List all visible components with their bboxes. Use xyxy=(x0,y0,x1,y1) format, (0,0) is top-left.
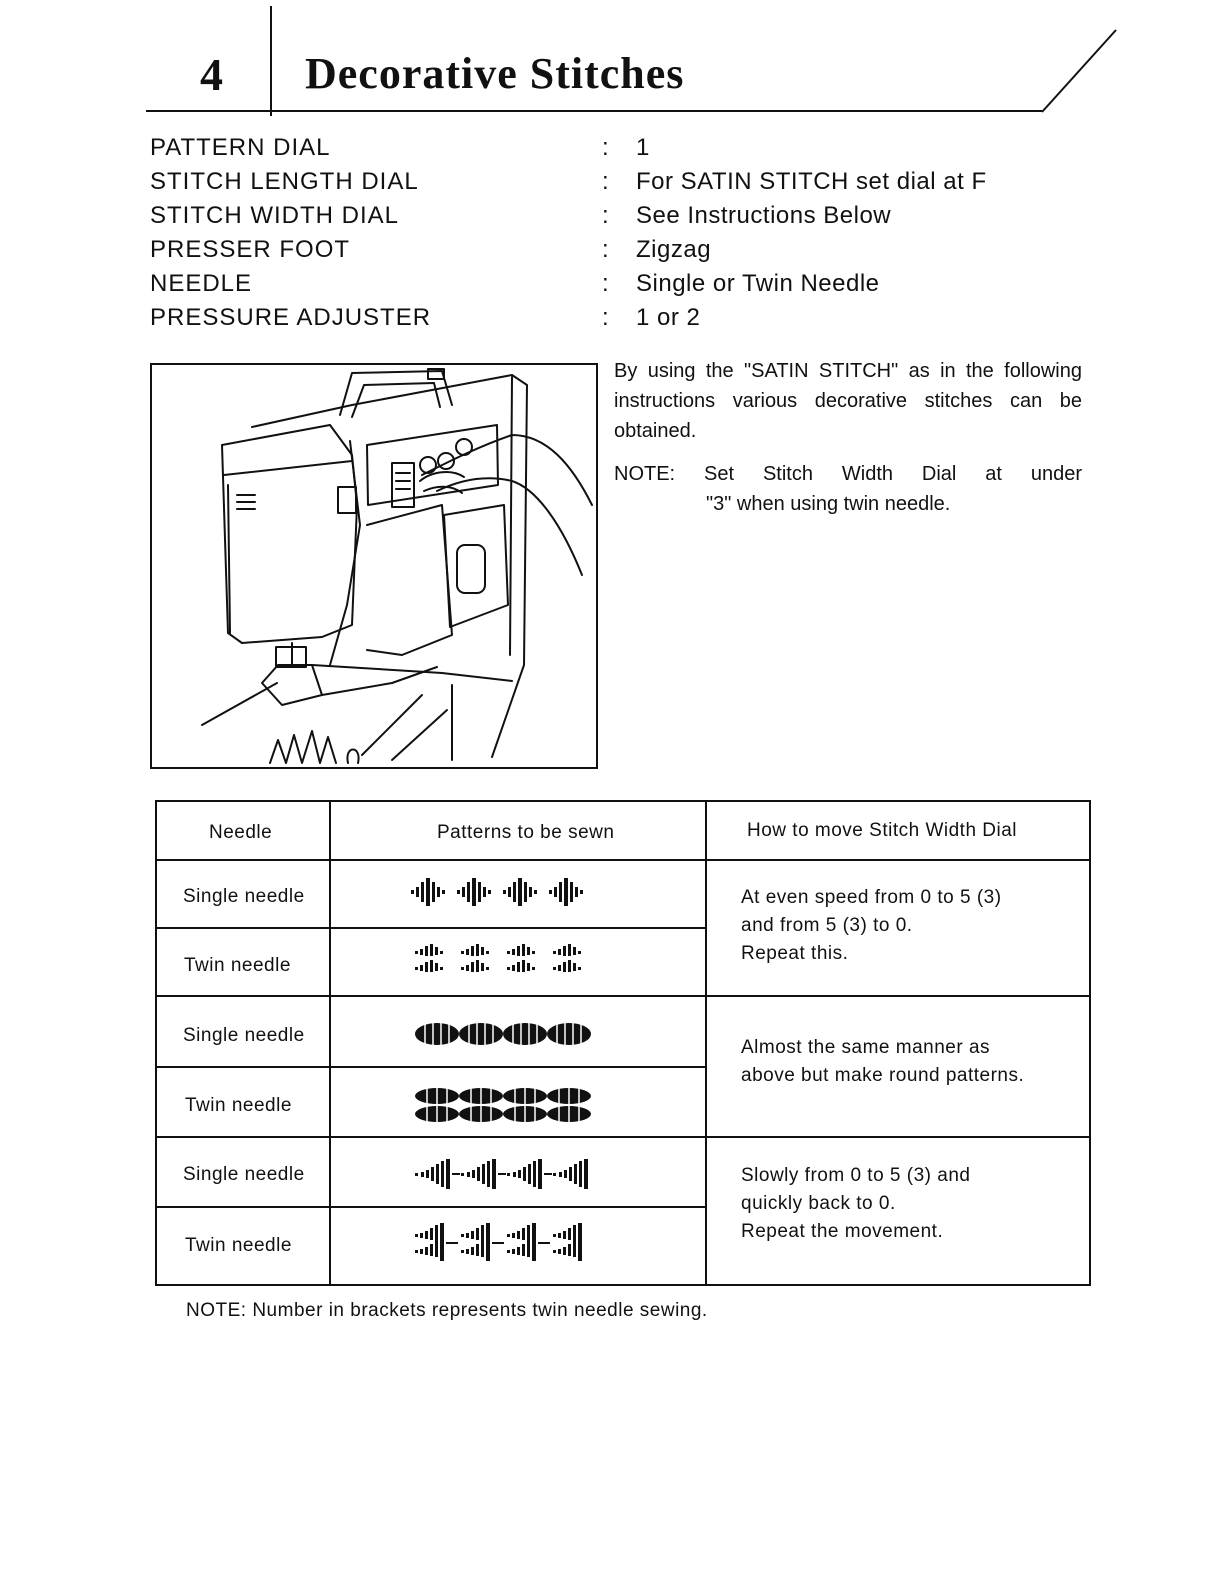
setting-label: STITCH LENGTH DIAL xyxy=(150,168,419,195)
section-number: 4 xyxy=(200,49,223,100)
instruction-line: above but make round patterns. xyxy=(741,1065,1025,1086)
table-rule xyxy=(329,802,331,1284)
table-rule xyxy=(157,859,1089,861)
note-twin-needle-continued: "3" when using twin needle. xyxy=(706,493,951,515)
table-rule xyxy=(705,802,707,1284)
setting-value: 1 or 2 xyxy=(636,304,701,331)
sewing-machine-icon xyxy=(152,365,596,767)
pattern-wave-twin-icon xyxy=(415,1222,615,1266)
instruction-line: Repeat the movement. xyxy=(741,1221,944,1242)
setting-label: PRESSURE ADJUSTER xyxy=(150,304,432,331)
instruction-line: At even speed from 0 to 5 (3) xyxy=(741,887,1002,908)
table-rule xyxy=(157,1206,705,1208)
pattern-round-twin-icon xyxy=(411,1084,611,1126)
instruction-line: and from 5 (3) to 0. xyxy=(741,915,913,936)
setting-value: Single or Twin Needle xyxy=(636,270,880,297)
setting-value: 1 xyxy=(636,134,650,161)
setting-value: For SATIN STITCH set dial at F xyxy=(636,168,987,195)
setting-stitch-length-dial xyxy=(150,168,1150,200)
setting-label: PRESSER FOOT xyxy=(150,236,351,263)
instruction-group-1 xyxy=(741,884,1002,968)
setting-colon: : xyxy=(602,168,610,195)
column-header-needle: Needle xyxy=(209,822,273,843)
setting-colon: : xyxy=(602,270,610,297)
column-header-how-to-move: How to move Stitch Width Dial xyxy=(747,820,1018,841)
stitch-pattern-table xyxy=(155,800,1091,1286)
setting-value: Zigzag xyxy=(636,236,712,263)
note-twin-needle: NOTE: Set Stitch Width Dial at under xyxy=(614,463,1082,485)
table-rule xyxy=(157,1136,1089,1138)
needle-cell: Single needle xyxy=(183,886,305,907)
needle-cell: Twin needle xyxy=(185,1095,292,1116)
pattern-diamond-single-icon xyxy=(407,872,607,912)
setting-colon: : xyxy=(602,236,610,263)
setting-pattern-dial xyxy=(150,134,1150,166)
sewing-machine-illustration xyxy=(150,363,598,769)
table-rule xyxy=(157,1066,705,1068)
table-rule xyxy=(157,927,705,929)
header-divider-vertical xyxy=(270,6,272,116)
setting-presser-foot xyxy=(150,236,1150,268)
setting-pressure-adjuster xyxy=(150,304,1150,336)
setting-label: STITCH WIDTH DIAL xyxy=(150,202,399,229)
pattern-round-single-icon xyxy=(411,1014,611,1054)
instruction-line: quickly back to 0. xyxy=(741,1193,896,1214)
setting-value: See Instructions Below xyxy=(636,202,892,229)
header-rule xyxy=(146,110,1042,112)
needle-cell: Twin needle xyxy=(185,1235,292,1256)
header-diagonal-rule xyxy=(1030,28,1120,114)
setting-colon: : xyxy=(602,202,610,229)
pattern-wave-single-icon xyxy=(411,1154,611,1194)
instruction-group-3 xyxy=(741,1162,970,1246)
pattern-diamond-twin-icon xyxy=(415,942,605,982)
column-header-patterns: Patterns to be sewn xyxy=(437,822,615,843)
setting-label: PATTERN DIAL xyxy=(150,134,331,161)
table-rule xyxy=(157,995,1089,997)
setting-colon: : xyxy=(602,304,610,331)
instruction-line: Repeat this. xyxy=(741,943,849,964)
instruction-line: Almost the same manner as xyxy=(741,1037,991,1058)
intro-paragraph: By using the "SATIN STITCH" as in the following instructions various decorative stitches can be obtained. xyxy=(614,360,1082,442)
needle-cell: Single needle xyxy=(183,1164,305,1185)
instruction-line: Slowly from 0 to 5 (3) and xyxy=(741,1165,971,1186)
setting-stitch-width-dial xyxy=(150,202,1150,234)
setting-needle xyxy=(150,270,1150,302)
needle-cell: Single needle xyxy=(183,1025,305,1046)
instruction-group-2 xyxy=(741,1034,1024,1090)
page-title: Decorative Stitches xyxy=(305,49,685,98)
setting-colon: : xyxy=(602,134,610,161)
needle-cell: Twin needle xyxy=(184,955,291,976)
footnote-brackets: NOTE: Number in brackets represents twin needle sewing. xyxy=(186,1300,708,1321)
setting-label: NEEDLE xyxy=(150,270,253,297)
